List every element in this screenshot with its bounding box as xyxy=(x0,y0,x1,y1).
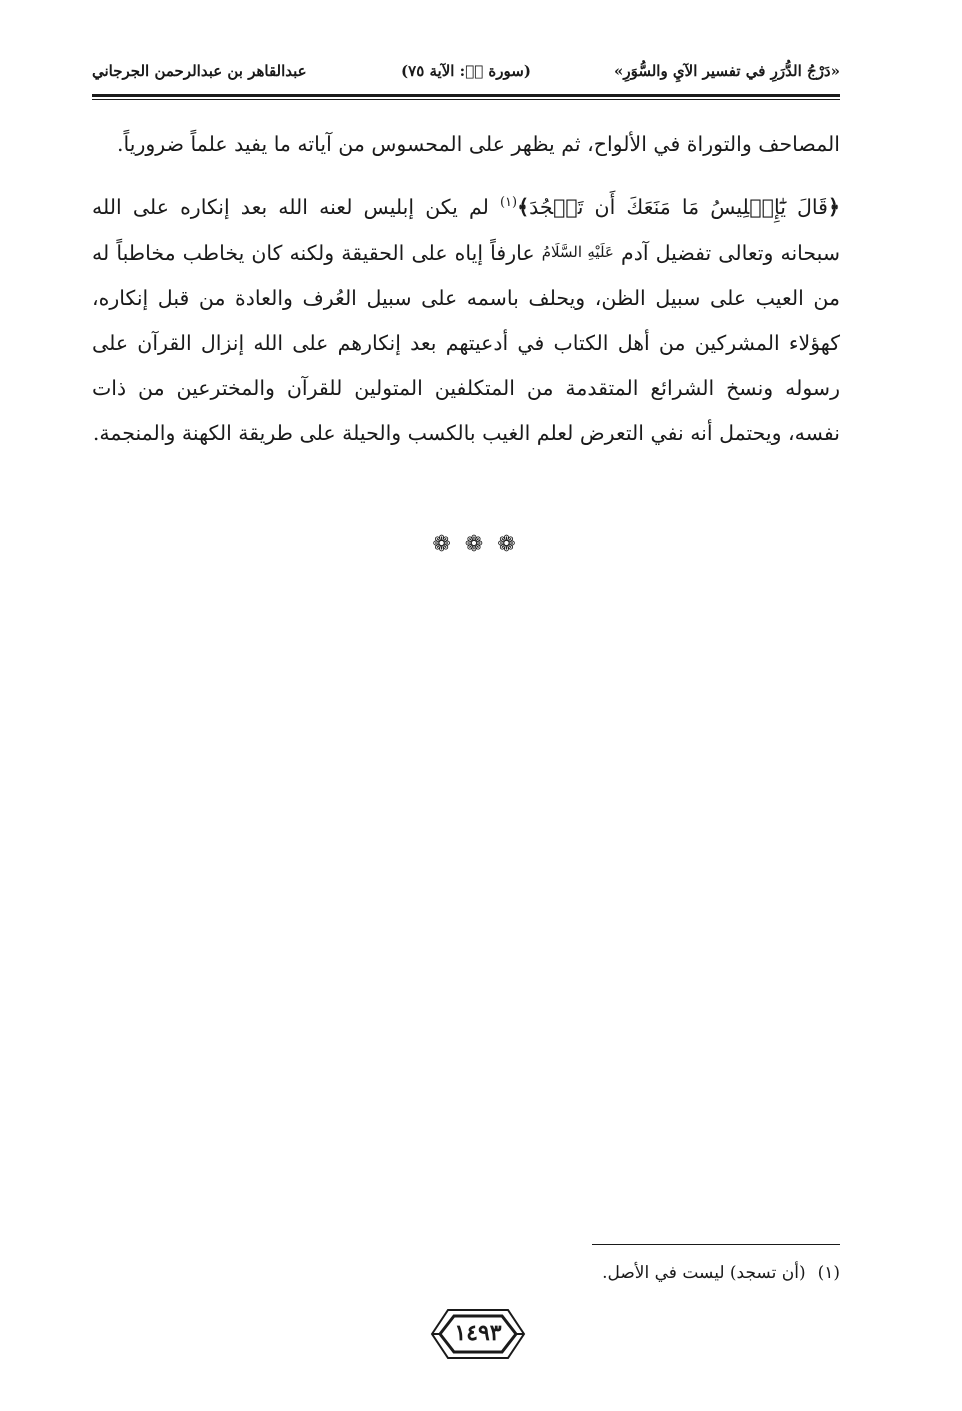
page-number: ١٤٩٣ xyxy=(454,1320,502,1346)
book-title: «دَرْجُ الدُّرَرِ في تفسير الآيِ والسُّوَرِ» xyxy=(613,62,840,80)
section-ornament: ❁❁❁ xyxy=(432,532,530,557)
footnote-rule xyxy=(592,1244,840,1245)
quran-bracket-close: ﴾ xyxy=(517,195,530,219)
main-text xyxy=(92,122,840,456)
quran-verse: قَالَ يَٰٓإِبۡلِيسُ مَا مَنَعَكَ أَن تَسۡجُدَ xyxy=(529,195,828,219)
author-name: عبدالقاهر بن عبدالرحمن الجرجاني xyxy=(92,62,307,80)
footnote xyxy=(92,1258,840,1288)
footnote-number: (١) xyxy=(817,1263,840,1283)
footnote-marker: (١) xyxy=(499,195,518,211)
honorific-glyph: عَلَيْهِ السَّلَامُ xyxy=(541,243,614,261)
header-rule xyxy=(92,94,840,97)
quran-bracket-open: ﴿ xyxy=(827,195,840,219)
footnote-text: (أن تسجد) ليست في الأصل. xyxy=(602,1263,806,1283)
header-rule-thin xyxy=(92,99,840,100)
page-number-frame xyxy=(428,1308,528,1360)
paragraph-2 xyxy=(92,185,840,456)
running-header xyxy=(92,58,840,92)
paragraph-1: المصاحف والتوراة في الألواح، ثم يظهر على المحسوس من آياته ما يفيد علماً ضرورياً. xyxy=(117,132,840,156)
surah-reference: (سورة صۤ: الآية ٧٥) xyxy=(401,62,531,80)
paragraph-2-text-a: لم يكن إبليس لعنه الله بعد إنكاره على الله سبحانه وتعالى تفضيل آدم xyxy=(92,195,840,265)
paragraph-2-text-b: عارفاً إياه على الحقيقة ولكنه كان يخاطب مخاطباً له من العيب على سبيل الظن، ويحلف باسمه على سبيل العُرف والعادة من قبل إنكاره، كهؤلاء المشركين من أهل الكتاب في أدعيتهم بعد إنكارهم على الله إنزال القرآن على رسوله ونسخ الشرائع المتقدمة من المتكلفين المتولين للقرآن والمخترعين من ذات نفسه، ويحتمل أنه نفي التعرض لعلم الغيب بالكسب والحيلة على طريقة الكهنة والمنجمة. xyxy=(92,241,840,445)
